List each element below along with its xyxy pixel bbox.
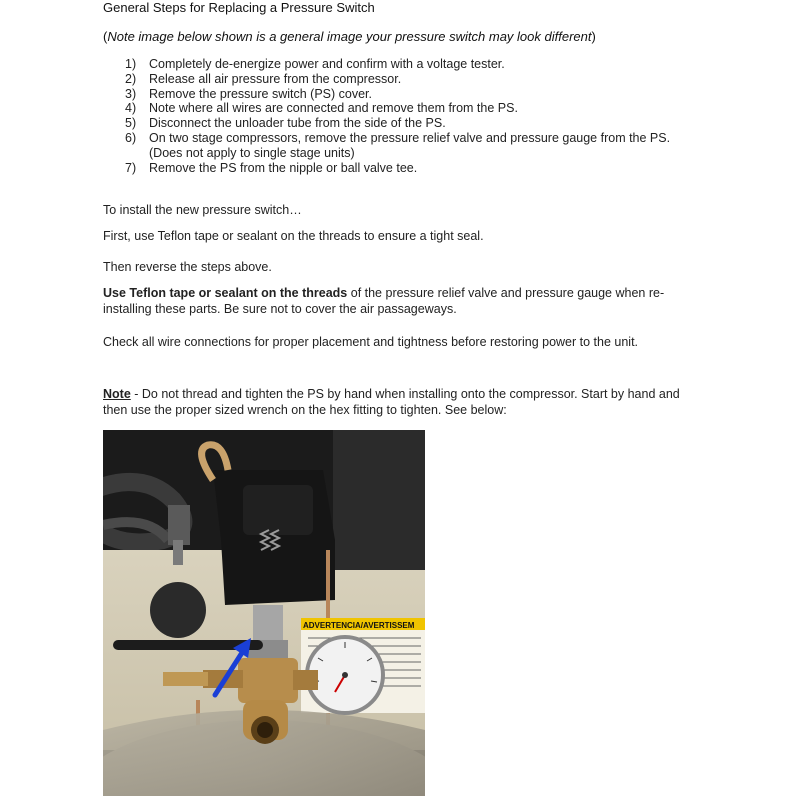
- check-wires-paragraph: Check all wire connections for proper placement and tightness before restoring power to the unit.: [103, 335, 639, 349]
- step-text: Release all air pressure from the compressor.: [149, 71, 402, 86]
- step-number: 7): [125, 160, 137, 175]
- note-close-paren: ): [591, 29, 596, 44]
- teflon-rest: of the pressure relief valve and pressure gauge when re-installing these parts. Be sure not to cover the air passageways.: [103, 286, 665, 316]
- document-heading: General Steps for Replacing a Pressure Switch: [103, 0, 375, 15]
- list-item: [125, 161, 685, 176]
- step-text: On two stage compressors, remove the pressure relief valve and pressure gauge from the PS. (Does not apply to single stage units): [149, 130, 671, 160]
- list-item: [125, 87, 685, 102]
- note-label: Note: [103, 387, 131, 401]
- note-text: Note image below shown is a general image your pressure switch may look different: [107, 29, 592, 44]
- step-number: 2): [125, 71, 137, 86]
- teflon-paragraph: [103, 286, 703, 317]
- note-open-paren: (: [103, 29, 108, 44]
- list-item: [125, 72, 685, 87]
- step-number: 5): [125, 116, 137, 131]
- list-item: [125, 131, 685, 161]
- list-item: [125, 57, 685, 72]
- step-text: Completely de-energize power and confirm with a voltage tester.: [149, 57, 505, 71]
- step-text: Disconnect the unloader tube from the side of the PS.: [149, 116, 446, 131]
- list-item: [125, 116, 685, 131]
- step-number: 6): [125, 130, 137, 145]
- step-text: Remove the pressure switch (PS) cover.: [149, 86, 372, 101]
- note-body: - Do not thread and tighten the PS by hand when installing onto the compressor. Start by hand and then use the proper sized wrench on the hex fitting to tighten. See below:: [103, 387, 680, 417]
- step-text: Remove the PS from the nipple or ball valve tee.: [149, 160, 418, 175]
- pressure-switch-photo: [103, 430, 425, 796]
- install-intro: To install the new pressure switch…: [103, 203, 302, 217]
- list-item: [125, 101, 685, 116]
- step-text: Note where all wires are connected and remove them from the PS.: [149, 101, 518, 116]
- image-disclaimer-note: [103, 29, 596, 44]
- warning-label-text: ADVERTENCIA/AVERTISSEM: [303, 621, 415, 630]
- first-step-paragraph: First, use Teflon tape or sealant on the threads to ensure a tight seal.: [103, 229, 484, 243]
- step-number: 4): [125, 101, 137, 116]
- reverse-steps-paragraph: Then reverse the steps above.: [103, 260, 272, 274]
- hand-tighten-note: [103, 387, 703, 418]
- step-number: 1): [125, 57, 137, 71]
- teflon-emphasis: Use Teflon tape or sealant on the threads: [103, 286, 348, 300]
- removal-steps-list: [125, 57, 685, 175]
- step-number: 3): [125, 86, 137, 101]
